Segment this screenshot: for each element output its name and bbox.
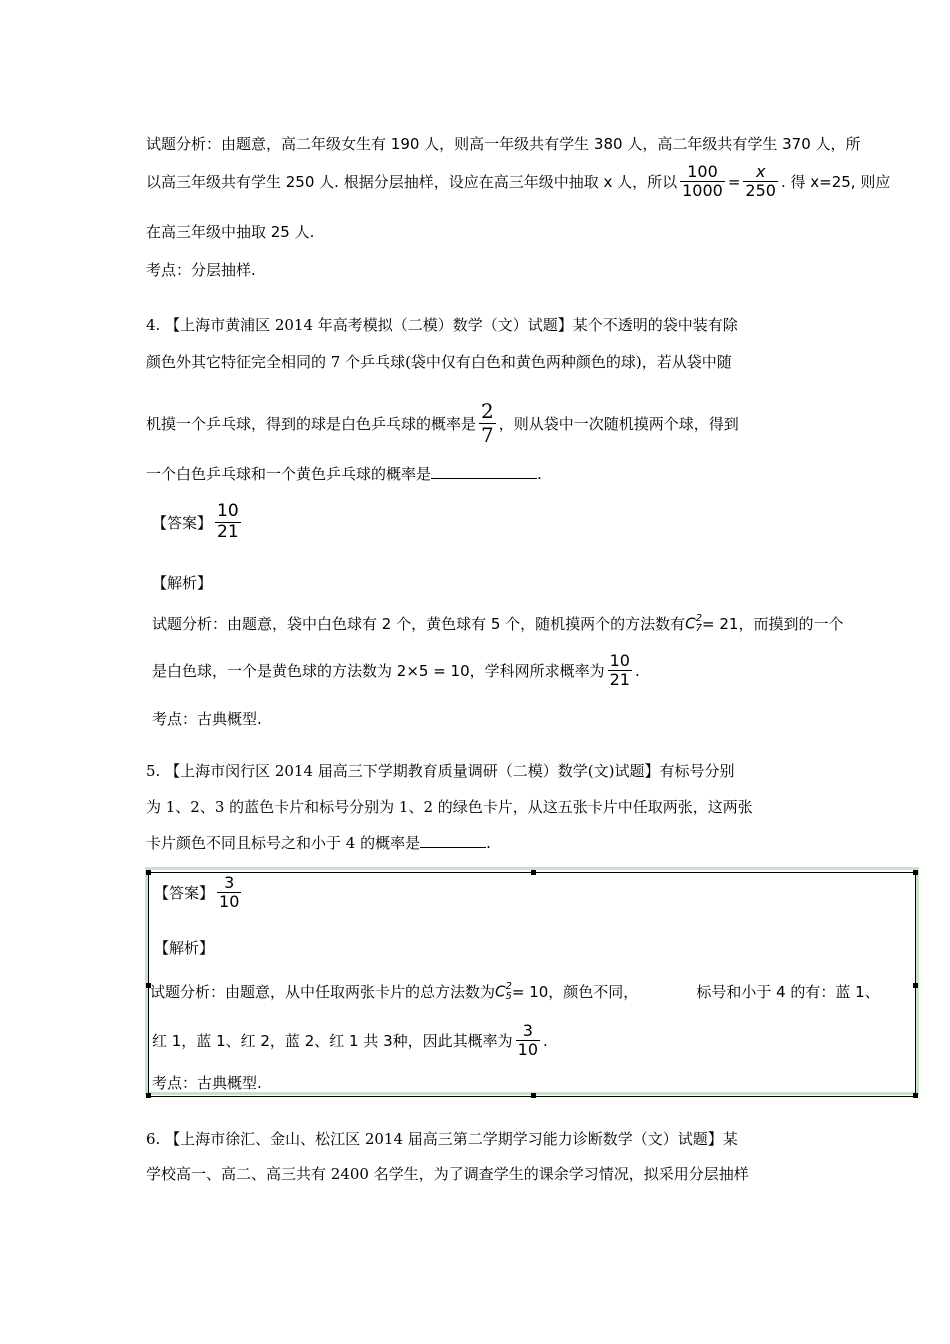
analysis-5-line-1: 试题分析：由题意，从中任取两张卡片的总方法数为 C 2 5 = 10，颜色不同， 标号和小于 4 的有：蓝 1、 [150, 981, 880, 1002]
question-4-line-1: 4. 【上海市黄浦区 2014 年高考模拟（二模）数学（文）试题】某个不透明的袋中装有除 [146, 316, 738, 334]
knowledge-point: 考点：古典概型. [152, 710, 262, 728]
analysis-line-2-end: . 得 x=25, 则应 [780, 173, 891, 192]
analysis-line-2-text: 以高三年级共有学生 250 人. 根据分层抽样，设应在高三年级中抽取 x 人，所以 [146, 173, 678, 192]
knowledge-point: 考点：分层抽样. [146, 261, 256, 279]
answer-4 [152, 502, 244, 542]
answer-label: 【答案】 [154, 884, 215, 903]
knowledge-point: 考点：古典概型. [152, 1074, 262, 1092]
combination-symbol: C 2 5 [495, 981, 512, 1002]
analysis-5-line-2: 红 1，蓝 1、红 2，蓝 2、红 1 共 3种，因此其概率为 $\frac{3}{10}$ . [152, 1021, 548, 1060]
resize-handle[interactable] [146, 870, 151, 875]
question-4-line-3 [146, 400, 739, 447]
analysis-line-3: 在高三年级中抽取 25 人. [146, 223, 315, 241]
fraction-2-7: $\frac{2}{7}$ [481, 399, 494, 447]
resize-handle[interactable] [531, 1093, 536, 1098]
question-4-line-3-end: ，则从袋中一次随机摸两个球，得到 [498, 415, 739, 433]
resize-handle[interactable] [531, 870, 536, 875]
question-6-line-2: 学校高一、高二、高三共有 2400 名学生，为了调查学生的课余学习情况，拟采用分层抽样 [146, 1165, 749, 1183]
answer-fraction: $\frac{3}{10}$ [219, 873, 240, 912]
resize-handle[interactable] [146, 1093, 151, 1098]
combination-symbol: C 2 7 [685, 612, 703, 634]
analysis-4-line-1: 试题分析：由题意，袋中白色球有 2 个，黄色球有 5 个，随机摸两个的方法数有 C 2 7 = 21，而摸到的一个 [152, 612, 844, 634]
answer-label: 【答案】 [152, 513, 213, 532]
question-5-line-3: 卡片颜色不同且标号之和小于 4 的概率是 . [146, 834, 491, 852]
fraction-x-250: $\frac{x}{250}$ [745, 162, 776, 201]
probability-fraction: $\frac{10}{21}$ [609, 651, 630, 690]
question-5-line-1: 5. 【上海市闵行区 2014 届高三下学期教育质量调研（二模）数学(文)试题】有标号分别 [146, 762, 735, 780]
question-4-line-4: 一个白色乒乓球和一个黄色乒乓球的概率是 . [146, 465, 542, 483]
answer-blank [420, 846, 486, 848]
fraction-100-1000: $\frac{100}{1000}$ [682, 162, 723, 201]
analysis-heading: 【解析】 [154, 939, 215, 957]
answer-fraction: $\frac{10}{21}$ [217, 501, 239, 542]
resize-handle[interactable] [913, 1093, 918, 1098]
analysis-4-line-2: 是白色球，一个是黄色球的方法数为 2×5 = 10，学科网所求概率为 $\frac{10}{21}$ . [152, 651, 640, 690]
probability-fraction: $\frac{3}{10}$ [517, 1021, 538, 1060]
resize-handle[interactable] [913, 983, 918, 988]
analysis-line-1: 试题分析：由题意，高二年级女生有 190 人，则高一年级共有学生 380 人，高二年级共有学生 370 人，所 [146, 135, 861, 153]
question-4-line-2: 颜色外其它特征完全相同的 7 个乒乓球(袋中仅有白色和黄色两种颜色的球)，若从袋中随 [146, 353, 732, 371]
question-5-line-2: 为 1、2、3 的蓝色卡片和标号分别为 1、2 的绿色卡片，从这五张卡片中任取两张，这两张 [146, 798, 753, 816]
answer-blank [431, 477, 537, 479]
analysis-heading: 【解析】 [152, 574, 213, 592]
question-4-line-3-text: 机摸一个乒乓球，得到的球是白色乒乓球的概率是 [146, 415, 477, 433]
equals-sign: = [727, 172, 741, 191]
analysis-line-2 [146, 163, 890, 201]
resize-handle[interactable] [913, 870, 918, 875]
answer-5 [154, 874, 244, 912]
question-6-line-1: 6. 【上海市徐汇、金山、松江区 2014 届高三第二学期学习能力诊断数学（文）试题】某 [146, 1130, 738, 1148]
